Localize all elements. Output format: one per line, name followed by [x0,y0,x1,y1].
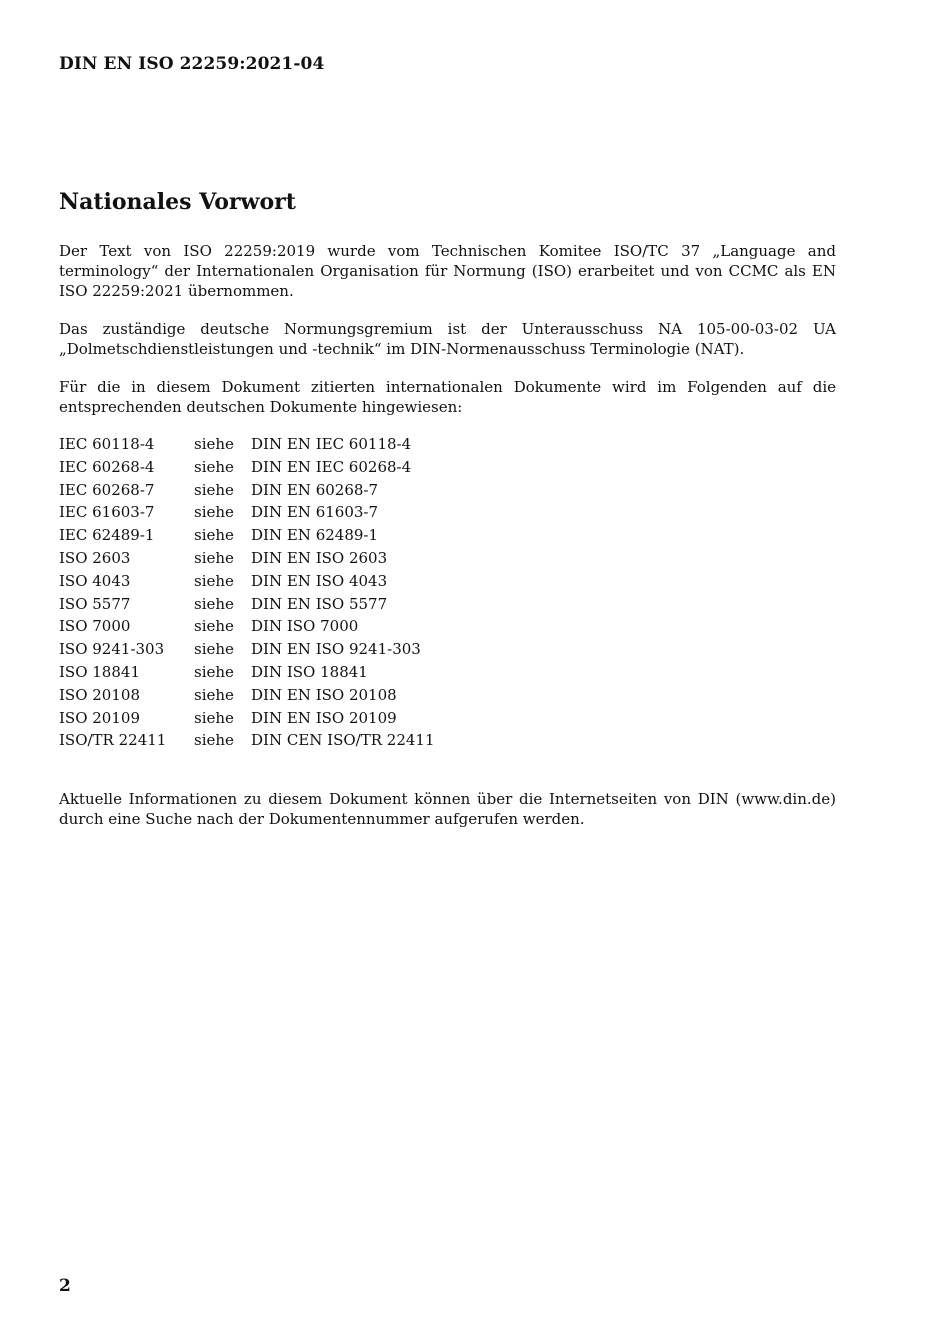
paragraph-responsible-body: Das zuständige deutsche Normungsgremium ist der Unterausschuss NA 105-00-03-02 UA „Dolmetschdienstleistungen und -technik“ im DIN-Normenausschuss Terminologie (NAT). [59,320,836,358]
reference-row [59,615,836,638]
paragraph-references-intro: Für die in diesem Dokument zitierten internationalen Dokumente wird im Folgenden auf die entsprechenden deutschen Dokumente hingewiesen: [59,378,836,416]
german-document: DIN EN ISO 20108 [251,685,397,704]
german-document: DIN EN IEC 60268-4 [251,457,412,476]
section-title: Nationales Vorwort [59,189,296,215]
see-label: siehe [194,457,234,476]
see-label: siehe [194,526,234,545]
german-document: DIN EN ISO 20109 [251,708,397,727]
german-document: DIN EN 60268-7 [251,480,379,499]
reference-row [59,501,836,524]
german-document: DIN EN ISO 2603 [251,548,388,567]
german-document: DIN EN ISO 5577 [251,594,388,613]
international-document: IEC 60268-7 [59,480,155,499]
reference-row [59,661,836,684]
international-document: IEC 62489-1 [59,526,155,545]
international-document: ISO 5577 [59,594,131,613]
reference-row [59,524,836,547]
reference-row [59,593,836,616]
reference-row [59,479,836,502]
see-label: siehe [194,617,234,636]
see-label: siehe [194,548,234,567]
see-label: siehe [194,503,234,522]
international-document: ISO 2603 [59,548,131,567]
reference-row [59,570,836,593]
international-document: IEC 61603-7 [59,503,155,522]
international-document: ISO 20108 [59,685,140,704]
see-label: siehe [194,731,234,750]
reference-row [59,684,836,707]
see-label: siehe [194,640,234,659]
german-document: DIN EN IEC 60118-4 [251,435,412,453]
international-document: ISO 9241-303 [59,640,165,659]
international-document: ISO 18841 [59,662,140,681]
reference-table [59,433,836,752]
international-document: ISO 4043 [59,571,131,590]
international-document: ISO/TR 22411 [59,731,167,750]
see-label: siehe [194,480,234,499]
international-document: IEC 60118-4 [59,435,155,453]
see-label: siehe [194,708,234,727]
see-label: siehe [194,685,234,704]
german-document: DIN EN 62489-1 [251,526,379,545]
see-label: siehe [194,571,234,590]
german-document: DIN EN 61603-7 [251,503,379,522]
reference-row [59,638,836,661]
international-document: ISO 20109 [59,708,140,727]
german-document: DIN ISO 7000 [251,617,359,636]
national-foreword-section [59,188,836,829]
international-document: ISO 7000 [59,617,131,636]
reference-row [59,456,836,479]
paragraph-further-information: Aktuelle Informationen zu diesem Dokument können über die Internetseiten von DIN (www.din.de) durch eine Suche nach der Dokumentennummer aufgerufen werden. [59,790,836,829]
reference-row [59,547,836,570]
international-document: IEC 60268-4 [59,457,155,476]
reference-row [59,707,836,730]
see-label: siehe [194,435,234,453]
document-id-header: DIN EN ISO 22259:2021-04 [59,54,325,74]
german-document: DIN CEN ISO/TR 22411 [251,731,435,750]
reference-row [59,729,836,752]
see-label: siehe [194,594,234,613]
german-document: DIN ISO 18841 [251,662,368,681]
see-label: siehe [194,662,234,681]
page-number: 2 [59,1276,71,1296]
paragraph-committee: Der Text von ISO 22259:2019 wurde vom Technischen Komitee ISO/TC 37 „Language and terminology“ der Internationalen Organisation für Normung (ISO) erarbeitet und von CCMC als EN ISO 22259:2021 übernommen. [59,242,836,300]
german-document: DIN EN ISO 4043 [251,571,388,590]
german-document: DIN EN ISO 9241-303 [251,640,421,659]
reference-row [59,433,836,456]
